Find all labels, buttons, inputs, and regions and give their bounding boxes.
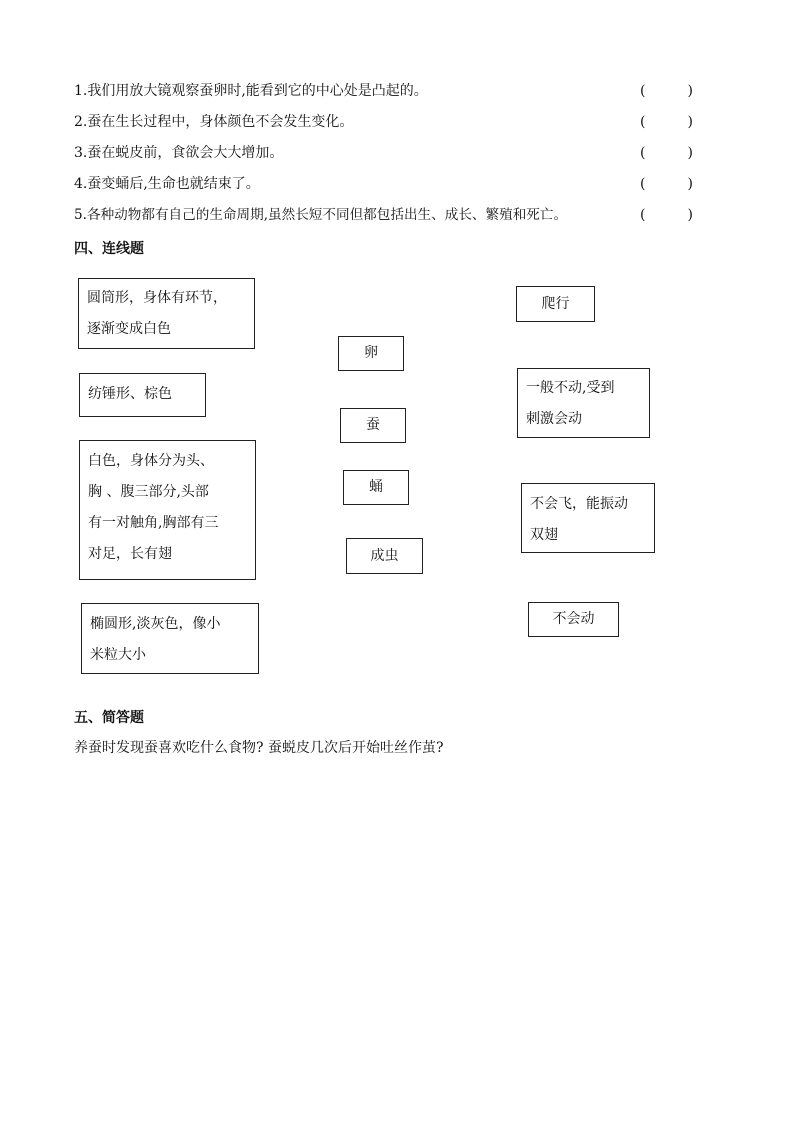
right-box-3[interactable] xyxy=(521,483,655,553)
right-box-1[interactable] xyxy=(516,286,595,322)
left-box-3-line-4: 对足，长有翅 xyxy=(88,546,172,562)
judgment-item-5: 5.各种动物都有自己的生命周期,虽然长短不同但都包括出生、成长、繁殖和死亡。 xyxy=(74,207,568,223)
left-box-3-line-2: 胸 、腹三部分,头部 xyxy=(88,484,209,500)
stage-silkworm-label: 蚕 xyxy=(366,417,380,433)
judgment-item-4: 4.蚕变蛹后,生命也就结束了。 xyxy=(74,176,260,192)
stage-box-silkworm[interactable] xyxy=(340,408,406,443)
left-box-3-line-3: 有一对触角,胸部有三 xyxy=(88,515,219,531)
judgment-item-3: 3.蚕在蜕皮前，食欲会大大增加。 xyxy=(74,145,284,161)
right-box-3-line-1: 不会飞，能振动 xyxy=(530,496,628,512)
right-box-2[interactable] xyxy=(517,368,650,438)
answer-paren-4[interactable]: ( ) xyxy=(640,176,693,192)
left-box-4[interactable] xyxy=(81,603,259,674)
right-box-4[interactable] xyxy=(528,602,619,637)
left-box-3-line-1: 白色，身体分为头、 xyxy=(88,453,214,469)
answer-paren-1[interactable]: ( ) xyxy=(640,83,693,99)
answer-paren-3[interactable]: ( ) xyxy=(640,145,693,161)
stage-box-adult[interactable] xyxy=(346,538,423,574)
left-box-2[interactable] xyxy=(79,373,206,417)
section-heading-matching: 四、连线题 xyxy=(74,241,144,257)
answer-paren-5[interactable]: ( ) xyxy=(640,207,693,223)
stage-egg-label: 卵 xyxy=(364,345,378,361)
right-box-4-line-1: 不会动 xyxy=(552,611,595,627)
judgment-item-2: 2.蚕在生长过程中，身体颜色不会发生变化。 xyxy=(74,114,354,130)
stage-box-egg[interactable] xyxy=(338,336,404,371)
stage-box-pupa[interactable] xyxy=(343,470,409,505)
left-box-3[interactable] xyxy=(79,440,256,580)
stage-pupa-label: 蛹 xyxy=(369,479,383,495)
answer-paren-2[interactable]: ( ) xyxy=(640,114,693,130)
right-box-2-line-1: 一般不动,受到 xyxy=(526,380,615,396)
left-box-4-line-2: 米粒大小 xyxy=(90,647,146,663)
section-heading-short-answer: 五、简答题 xyxy=(74,710,144,726)
left-box-1-line-1: 圆筒形，身体有环节， xyxy=(87,290,227,306)
stage-adult-label: 成虫 xyxy=(370,548,399,564)
left-box-1-line-2: 逐渐变成白色 xyxy=(87,321,171,337)
left-box-4-line-1: 椭圆形,淡灰色，像小 xyxy=(90,616,221,632)
short-answer-question: 养蚕时发现蚕喜欢吃什么食物? 蚕蜕皮几次后开始吐丝作茧? xyxy=(74,740,444,756)
right-box-3-line-2: 双翅 xyxy=(530,527,558,543)
right-box-2-line-2: 刺激会动 xyxy=(526,411,582,427)
judgment-item-1: 1.我们用放大镜观察蚕卵时,能看到它的中心处是凸起的。 xyxy=(74,83,428,99)
right-box-1-line-1: 爬行 xyxy=(541,296,570,312)
left-box-2-line-1: 纺锤形、棕色 xyxy=(88,386,172,402)
left-box-1[interactable] xyxy=(78,278,255,349)
